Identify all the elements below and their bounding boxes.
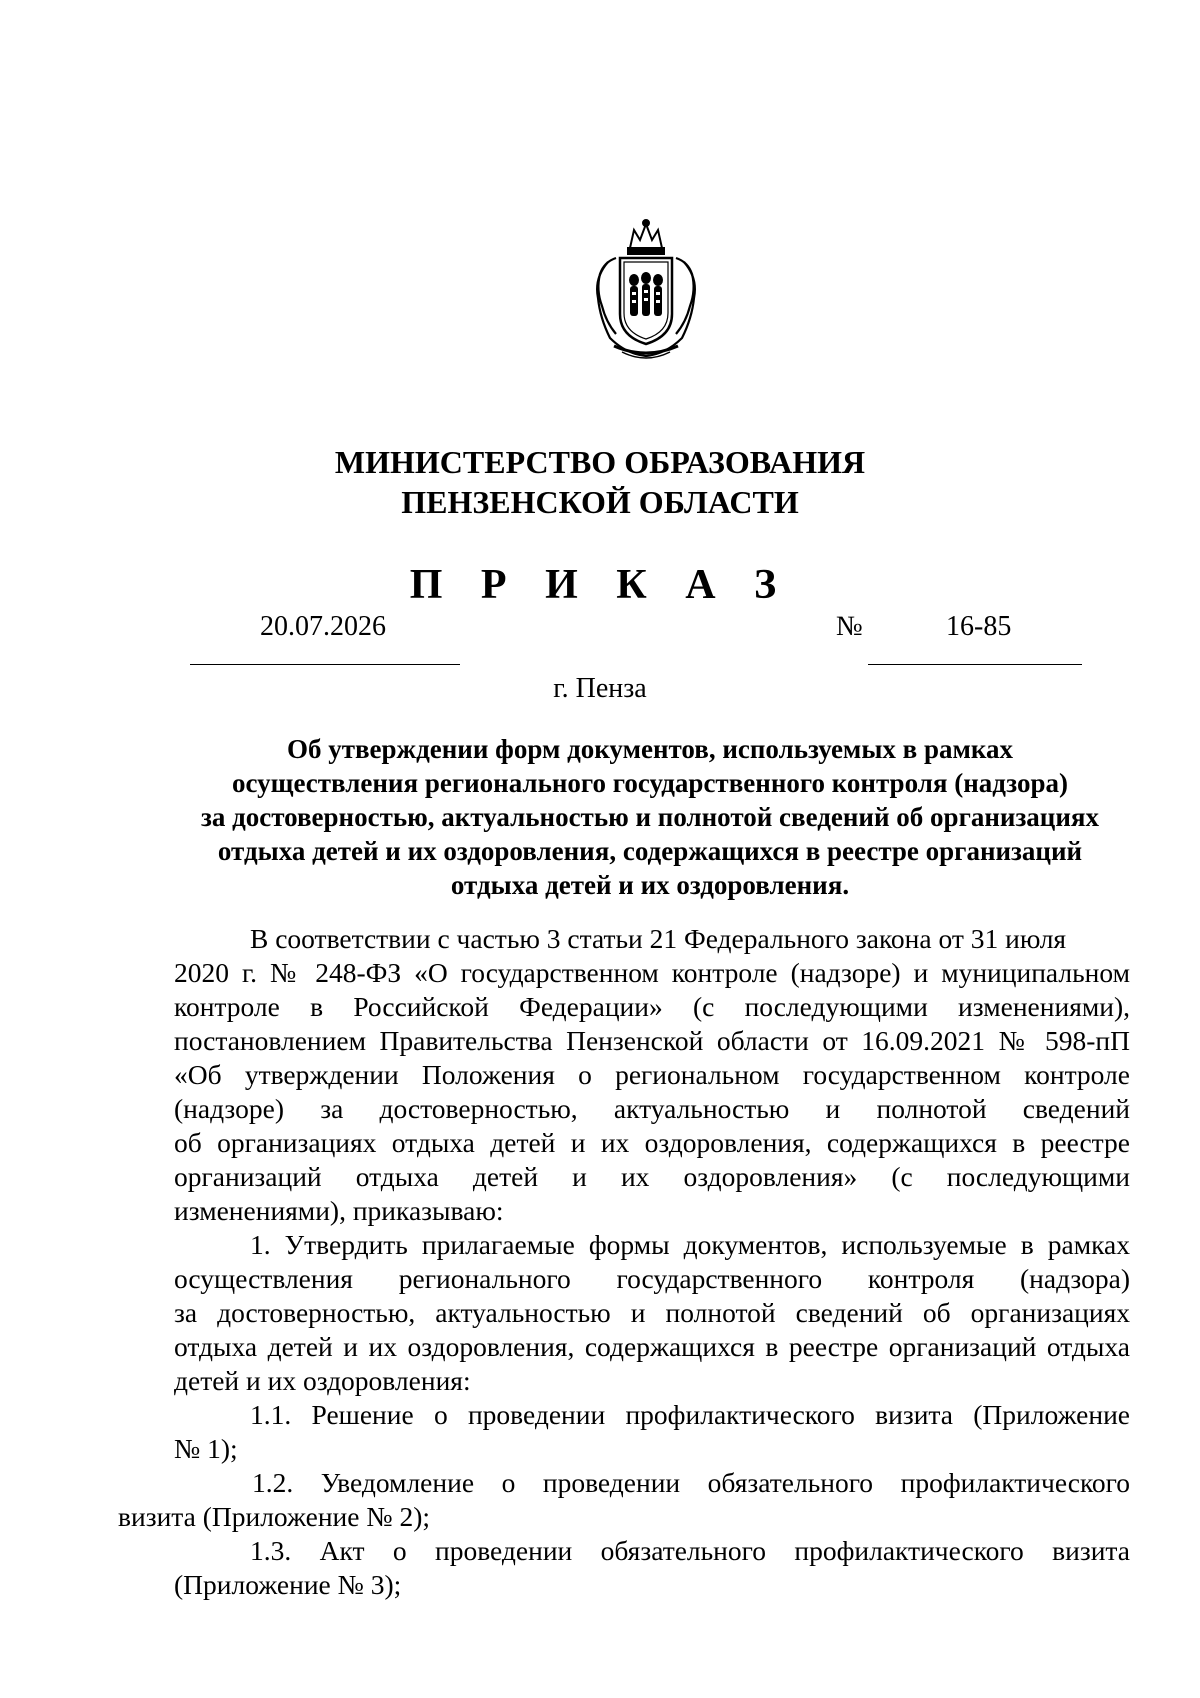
order-title: П Р И К А З — [409, 562, 791, 608]
body-line-20: (Приложение № 3); — [174, 1569, 402, 1600]
body-line-5: «Об утверждении Положения о региональном государственном контроле — [174, 1059, 1130, 1090]
body-line-9: изменениями), приказываю: — [174, 1195, 504, 1226]
body-line-19: 1.3. Акт о проведении обязательного профилактического визита — [250, 1535, 1130, 1566]
body-line-13: отдыха детей и их оздоровления, содержащихся в реестре организаций отдыха — [174, 1331, 1130, 1362]
subject-line-3: за достоверностью, актуальностью и полнотой сведений об организациях — [200, 802, 1100, 832]
body-line-2: 2020 г. № 248-ФЗ «О государственном контроле (надзоре) и муниципальном — [174, 957, 1130, 988]
body-line-12: за достоверностью, актуальностью и полнотой сведений об организациях — [174, 1297, 1130, 1328]
body-line-3: контроле в Российской Федерации» (с последующими изменениями), — [174, 991, 1130, 1022]
body-line-15: 1.1. Решение о проведении профилактического визита (Приложение — [250, 1399, 1130, 1430]
ministry-name — [0, 442, 1200, 522]
body-line-11: осуществления регионального государственного контроля (надзора) — [174, 1263, 1130, 1294]
city-name: г. Пенза — [553, 673, 647, 704]
order-subject — [170, 732, 1130, 902]
body-line-6: (надзоре) за достоверностью, актуальностью и полнотой сведений — [174, 1093, 1130, 1124]
ministry-name-line-1: МИНИСТЕРСТВО ОБРАЗОВАНИЯ — [334, 444, 866, 480]
subject-line-4: отдыха детей и их оздоровления, содержащихся в реестре организаций — [217, 836, 1083, 866]
coat-of-arms-icon — [586, 218, 706, 364]
subject-line-5: отдыха детей и их оздоровления. — [450, 870, 850, 900]
body-line-17: 1.2. Уведомление о проведении обязательного профилактического — [252, 1467, 1130, 1498]
body-line-18: визита (Приложение № 2); — [118, 1501, 431, 1532]
number-underline — [868, 664, 1082, 665]
body-line-10: 1. Утвердить прилагаемые формы документов, используемые в рамках — [250, 1229, 1130, 1260]
date-underline — [190, 664, 460, 665]
subject-line-2: осуществления регионального государственного контроля (надзора) — [232, 768, 1068, 798]
body-line-8: организаций отдыха детей и их оздоровления» (с последующими — [174, 1161, 1130, 1192]
order-number: 16-85 — [946, 611, 1012, 642]
number-sign: № — [836, 611, 863, 642]
order-date: 20.07.2026 — [260, 611, 386, 642]
body-line-14: детей и их оздоровления: — [174, 1365, 471, 1396]
body-line-16: № 1); — [174, 1433, 238, 1464]
body-line-1: В соответствии с частью 3 статьи 21 Федерального закона от 31 июля — [250, 923, 1067, 954]
ministry-name-line-2: ПЕНЗЕНСКОЙ ОБЛАСТИ — [401, 484, 799, 520]
subject-line-1: Об утверждении форм документов, используемых в рамках — [286, 734, 1014, 764]
body-line-7: об организациях отдыха детей и их оздоровления, содержащихся в реестре — [174, 1127, 1130, 1158]
body-line-4: постановлением Правительства Пензенской области от 16.09.2021 № 598-пП — [174, 1025, 1130, 1056]
